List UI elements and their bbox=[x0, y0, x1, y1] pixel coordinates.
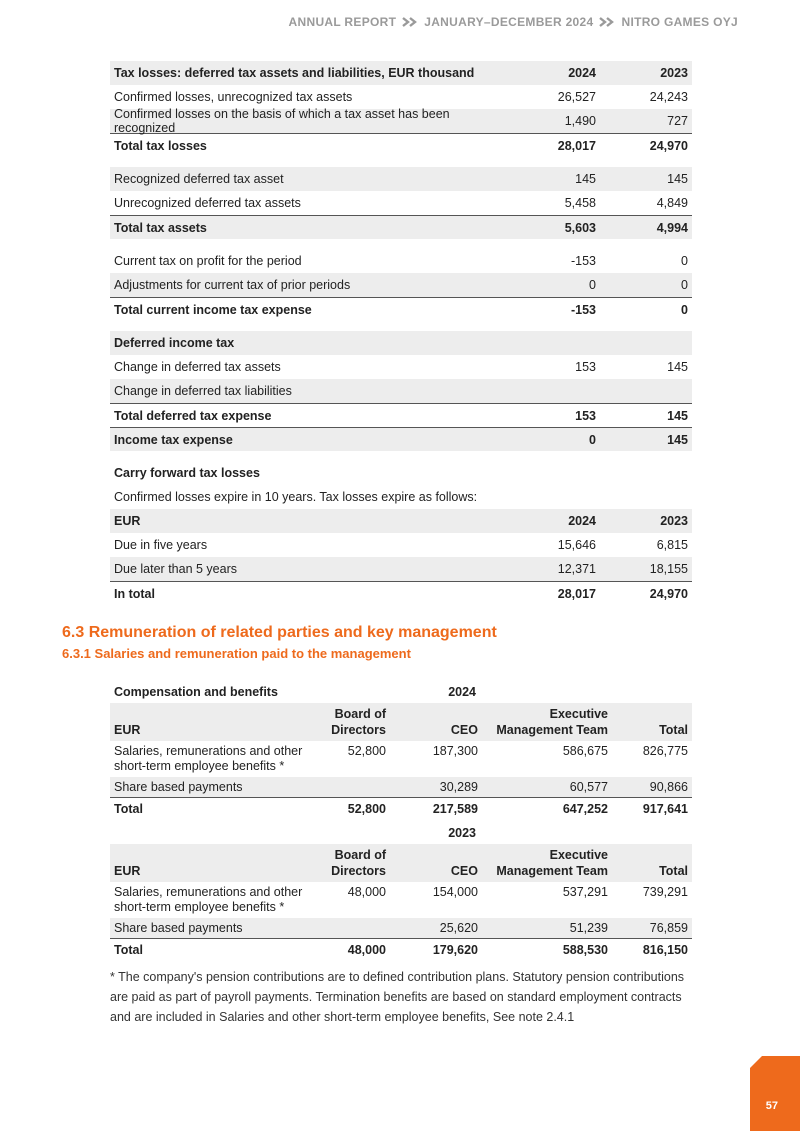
row-label: Carry forward tax losses bbox=[114, 466, 260, 480]
table-title: Tax losses: deferred tax assets and liabilities, EUR thousand bbox=[114, 66, 475, 80]
table-row bbox=[110, 557, 692, 581]
table-row bbox=[110, 741, 692, 777]
col-header-exec-2: Management Team bbox=[496, 723, 608, 737]
row-label: Due later than 5 years bbox=[114, 562, 237, 576]
carry-forward-title bbox=[110, 461, 692, 485]
double-chevron-icon bbox=[599, 16, 615, 28]
table-total-row bbox=[110, 797, 692, 819]
cell-board: 48,000 bbox=[347, 885, 386, 899]
cell-2023: 0 bbox=[681, 302, 688, 317]
cell-total: 917,641 bbox=[642, 801, 688, 816]
cell-2023: 24,243 bbox=[649, 90, 688, 104]
cell-2024: 15,646 bbox=[557, 538, 596, 552]
table-row bbox=[110, 249, 692, 273]
cell-ceo: 187,300 bbox=[432, 744, 478, 758]
comp-title-row bbox=[110, 826, 692, 844]
row-label: Confirmed losses on the basis of which a tax asset has been recognized bbox=[114, 107, 450, 135]
table-total-row bbox=[110, 427, 692, 451]
cell-exec: 60,577 bbox=[569, 780, 608, 794]
row-label: In total bbox=[114, 586, 155, 601]
row-label: Total deferred tax expense bbox=[114, 408, 272, 423]
cell-exec: 51,239 bbox=[569, 921, 608, 935]
row-label: Income tax expense bbox=[114, 432, 233, 447]
col-header-board-2: Directors bbox=[331, 864, 386, 878]
comp-header-row bbox=[110, 844, 692, 882]
cell-2023: 145 bbox=[667, 432, 688, 447]
col-header-2023: 2023 bbox=[660, 66, 688, 80]
cell-2023: 145 bbox=[667, 360, 688, 374]
table-total-row bbox=[110, 297, 692, 321]
cell-exec: 586,675 bbox=[562, 744, 608, 758]
cell-board: 52,800 bbox=[347, 801, 386, 816]
col-header-board-1: Board of bbox=[334, 707, 386, 721]
col-header-exec-1: Executive bbox=[549, 707, 608, 721]
cell-2024: -153 bbox=[570, 302, 596, 317]
section-subtitle: 6.3.1 Salaries and remuneration paid to the management bbox=[62, 646, 411, 661]
row-label-cont: short-term employee benefits * bbox=[114, 759, 285, 773]
comp-header-row bbox=[110, 703, 692, 741]
page-corner-triangle bbox=[750, 1056, 800, 1131]
table-total-row bbox=[110, 403, 692, 427]
col-header-total: Total bbox=[659, 864, 688, 878]
cell-2024: 12,371 bbox=[557, 562, 596, 576]
tax-losses-table bbox=[110, 61, 692, 605]
row-label: Adjustments for current tax of prior periods bbox=[114, 278, 351, 292]
cell-total: 826,775 bbox=[642, 744, 688, 758]
comp-title-row bbox=[110, 685, 692, 703]
cell-2023: 18,155 bbox=[649, 562, 688, 576]
cell-total: 90,866 bbox=[649, 780, 688, 794]
table-row bbox=[110, 191, 692, 215]
cell-ceo: 179,620 bbox=[432, 942, 478, 957]
table-total-row bbox=[110, 581, 692, 605]
cell-total: 816,150 bbox=[642, 942, 688, 957]
cell-2024: -153 bbox=[570, 254, 596, 268]
cell-2023: 4,994 bbox=[656, 220, 688, 235]
cell-2023: 4,849 bbox=[656, 196, 688, 210]
cell-2024: 153 bbox=[575, 408, 596, 423]
cell-ceo: 217,589 bbox=[432, 801, 478, 816]
running-header bbox=[289, 15, 738, 29]
col-header-eur: EUR bbox=[114, 723, 141, 737]
table-row bbox=[110, 109, 692, 133]
row-label-cont: short-term employee benefits * bbox=[114, 900, 285, 914]
table-row bbox=[110, 533, 692, 557]
col-header-exec-2: Management Team bbox=[496, 864, 608, 878]
col-header-2024: 2024 bbox=[568, 514, 596, 528]
col-header-2024: 2024 bbox=[568, 66, 596, 80]
cell-total: 76,859 bbox=[649, 921, 688, 935]
cell-ceo: 30,289 bbox=[439, 780, 478, 794]
cell-2024: 1,490 bbox=[564, 114, 596, 128]
row-label: Total tax losses bbox=[114, 138, 207, 153]
col-header-board-1: Board of bbox=[334, 848, 386, 862]
cell-2024: 5,458 bbox=[564, 196, 596, 210]
header-period: JANUARY–DECEMBER 2024 bbox=[424, 15, 594, 29]
table-row bbox=[110, 379, 692, 403]
table-row bbox=[110, 355, 692, 379]
cell-2024: 28,017 bbox=[557, 586, 596, 601]
cell-2024: 153 bbox=[575, 360, 596, 374]
cell-ceo: 25,620 bbox=[439, 921, 478, 935]
table-total-row bbox=[110, 938, 692, 960]
table-row bbox=[110, 273, 692, 297]
cell-2023: 24,970 bbox=[649, 586, 688, 601]
row-label: Share based payments bbox=[114, 780, 243, 794]
col-header-eur: EUR bbox=[114, 864, 141, 878]
table-total-row bbox=[110, 215, 692, 239]
table-row bbox=[110, 777, 692, 797]
col-header-exec-1: Executive bbox=[549, 848, 608, 862]
footnote: * The company's pension contributions are to defined contribution plans. Statutory pension contributions are paid as part of payroll payments. Termination benefits are based on standard employment contracts and are included in Salaries and other short-term employee benefits, See note 2.4.1 bbox=[110, 970, 685, 1024]
cell-2023: 0 bbox=[681, 278, 688, 292]
row-label: Deferred income tax bbox=[114, 336, 235, 350]
row-label: Unrecognized deferred tax assets bbox=[114, 196, 301, 210]
section-title: 6.3 Remuneration of related parties and key management bbox=[62, 624, 497, 641]
cell-2023: 145 bbox=[667, 408, 688, 423]
row-label: Salaries, remunerations and other bbox=[114, 744, 303, 758]
cell-2024: 0 bbox=[589, 432, 596, 447]
table-row bbox=[110, 882, 692, 918]
row-label: Change in deferred tax assets bbox=[114, 360, 281, 374]
row-label: Current tax on profit for the period bbox=[114, 254, 302, 268]
header-company: NITRO GAMES OYJ bbox=[621, 15, 738, 29]
cell-2023: 727 bbox=[667, 114, 688, 128]
col-header-ceo: CEO bbox=[450, 864, 478, 878]
row-label: EUR bbox=[114, 514, 141, 528]
cell-2023: 6,815 bbox=[656, 538, 688, 552]
table-total-row bbox=[110, 133, 692, 157]
table-row bbox=[110, 918, 692, 938]
cell-2023: 0 bbox=[681, 254, 688, 268]
table-header-row bbox=[110, 509, 692, 533]
col-header-board-2: Directors bbox=[331, 723, 386, 737]
row-label: Due in five years bbox=[114, 538, 208, 552]
compensation-table-2024 bbox=[110, 685, 692, 819]
col-header-2023: 2023 bbox=[660, 514, 688, 528]
double-chevron-icon bbox=[402, 16, 418, 28]
cell-exec: 647,252 bbox=[562, 801, 608, 816]
cell-board: 48,000 bbox=[347, 942, 386, 957]
comp-title: Compensation and benefits bbox=[114, 685, 278, 699]
cell-2024: 5,603 bbox=[564, 220, 596, 235]
comp-year: 2024 bbox=[448, 685, 476, 699]
cell-2023: 24,970 bbox=[649, 138, 688, 153]
cell-2023: 145 bbox=[667, 172, 688, 186]
comp-year: 2023 bbox=[448, 826, 476, 840]
page-number: 57 bbox=[765, 1100, 778, 1112]
cell-total: 739,291 bbox=[642, 885, 688, 899]
col-header-total: Total bbox=[659, 723, 688, 737]
row-label: Salaries, remunerations and other bbox=[114, 885, 303, 899]
cell-board: 52,800 bbox=[347, 744, 386, 758]
row-label: Total bbox=[114, 942, 143, 957]
row-label: Total tax assets bbox=[114, 220, 207, 235]
table-header-row bbox=[110, 61, 692, 85]
row-label: Share based payments bbox=[114, 921, 243, 935]
col-header-ceo: CEO bbox=[450, 723, 478, 737]
cell-exec: 537,291 bbox=[562, 885, 608, 899]
row-label: Recognized deferred tax asset bbox=[114, 172, 284, 186]
carry-forward-note bbox=[110, 485, 692, 509]
header-report: ANNUAL REPORT bbox=[288, 15, 397, 29]
cell-ceo: 154,000 bbox=[432, 885, 478, 899]
table-row bbox=[110, 85, 692, 109]
row-label: Confirmed losses expire in 10 years. Tax losses expire as follows: bbox=[114, 490, 478, 504]
cell-2024: 145 bbox=[575, 172, 596, 186]
row-label: Confirmed losses, unrecognized tax assets bbox=[114, 90, 353, 104]
table-row bbox=[110, 167, 692, 191]
cell-2024: 26,527 bbox=[557, 90, 596, 104]
row-label: Total current income tax expense bbox=[114, 302, 312, 317]
compensation-table-2023 bbox=[110, 826, 692, 960]
cell-2024: 28,017 bbox=[557, 138, 596, 153]
table-subheading-row bbox=[110, 331, 692, 355]
row-label: Total bbox=[114, 801, 143, 816]
cell-exec: 588,530 bbox=[562, 942, 608, 957]
row-label: Change in deferred tax liabilities bbox=[114, 384, 292, 398]
cell-2024: 0 bbox=[589, 278, 596, 292]
